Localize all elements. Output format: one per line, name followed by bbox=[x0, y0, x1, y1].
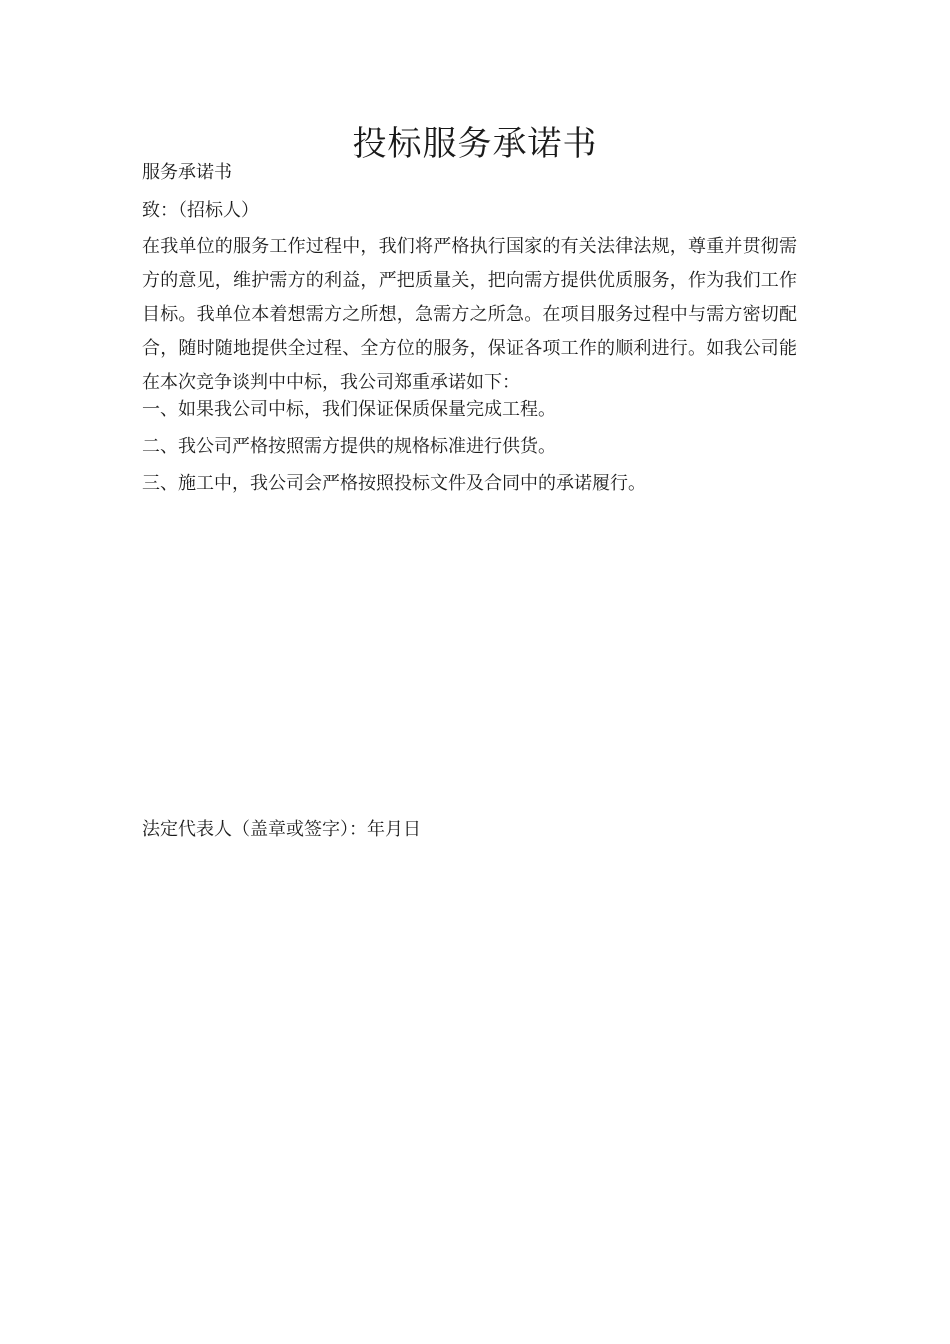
document-subtitle: 服务承诺书 bbox=[142, 162, 232, 183]
commitment-item-1: 一、如果我公司中标，我们保证保质保量完成工程。 bbox=[142, 399, 556, 420]
salutation-line: 致：（招标人） bbox=[142, 200, 259, 221]
commitment-list bbox=[142, 393, 797, 504]
signature-line: 法定代表人（盖章或签字）：年月日 bbox=[142, 819, 421, 840]
body-paragraph: 在我单位的服务工作过程中，我们将严格执行国家的有关法律法规，尊重并贯彻需方的意见，维护需方的利益，严把质量关，把向需方提供优质服务，作为我们工作目标。我单位本着想需方之所想，急需方之所急。在项目服务过程中与需方密切配合，随时随地提供全过程、全方位的服务，保证各项工作的顺利进行。如我公司能在本次竞争谈判中中标，我公司郑重承诺如下： bbox=[142, 236, 797, 393]
document-title: 投标服务承诺书 bbox=[352, 123, 598, 164]
commitment-item-2: 二、我公司严格按照需方提供的规格标准进行供货。 bbox=[142, 436, 556, 457]
commitment-item-3: 三、施工中，我公司会严格按照投标文件及合同中的承诺履行。 bbox=[142, 473, 646, 494]
